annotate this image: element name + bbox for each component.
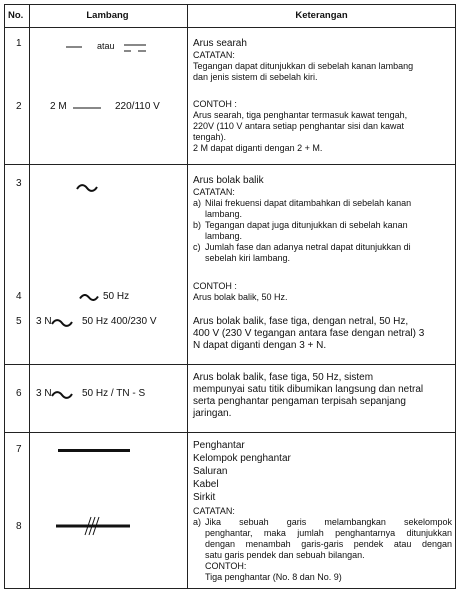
column-divider-no bbox=[29, 5, 30, 588]
row-divider-2 bbox=[5, 364, 455, 365]
row-divider-3 bbox=[5, 432, 455, 433]
row8-line-1: a) Jika sebuah garis melambangkan sekelompok bbox=[193, 517, 452, 527]
row1-note-line-2: dan jenis sistem di sebelah kiri. bbox=[193, 72, 318, 82]
row-number-6: 6 bbox=[16, 388, 22, 399]
ac-tn-s-symbol bbox=[52, 391, 72, 399]
dc-symbol-single bbox=[66, 46, 82, 48]
ac-symbol-50hz bbox=[80, 294, 98, 301]
row1-note-line-1: Tegangan dapat ditunjukkan di sebelah kanan lambang bbox=[193, 61, 414, 71]
ac-three-phase-symbol bbox=[52, 319, 72, 327]
header-lambang: Lambang bbox=[86, 10, 129, 21]
row4-right-label: 50 Hz bbox=[103, 291, 130, 302]
row8-example: Tiga penghantar (No. 8 dan No. 9) bbox=[205, 572, 342, 582]
row6-left-label: 3 N bbox=[36, 388, 52, 399]
row8-catatan: CATATAN: bbox=[193, 506, 235, 516]
row8-note bbox=[193, 517, 452, 583]
row8-contoh: CONTOH: bbox=[205, 561, 247, 571]
row7-term-1: Penghantar bbox=[193, 440, 245, 451]
header-no: No. bbox=[8, 10, 24, 21]
row-number-7: 7 bbox=[16, 444, 22, 455]
row-number-3: 3 bbox=[16, 178, 22, 189]
row6-line-4: jaringan. bbox=[193, 408, 232, 419]
row7-term-4: Kabel bbox=[193, 479, 219, 490]
row2-line-4: 2 M dapat diganti dengan 2 + M. bbox=[193, 143, 323, 153]
row3-title: Arus bolak balik bbox=[193, 175, 264, 186]
dc-three-wire-symbol bbox=[73, 106, 101, 110]
row-number-5: 5 bbox=[16, 316, 22, 327]
dc-symbol-dashed bbox=[124, 43, 146, 53]
row8-line-3: dengan menambah garis-garis pendek atau dengan bbox=[205, 539, 452, 549]
row6-right-label: 50 Hz / TN - S bbox=[82, 388, 146, 399]
three-conductor-symbol bbox=[56, 514, 130, 538]
row2-line-3: tengah). bbox=[193, 132, 227, 142]
atau-label: atau bbox=[97, 41, 115, 51]
row8-line-2: penghantar, maka jumlah penghantarnya ditunjukkan bbox=[205, 528, 452, 538]
row2-right-label: 220/110 V bbox=[115, 101, 160, 112]
ac-symbol bbox=[77, 184, 97, 192]
row7-term-5: Sirkit bbox=[193, 492, 216, 503]
row3-note-list bbox=[193, 198, 449, 264]
conductor-line-symbol bbox=[58, 449, 130, 452]
row8-line-4: satu garis pendek dan sebuah bilangan. bbox=[205, 550, 365, 560]
row4-contoh: CONTOH : bbox=[193, 281, 237, 291]
header-keterangan: Keterangan bbox=[295, 10, 348, 21]
row5-line-1: Arus bolak balik, fase tiga, dengan netral, 50 Hz, bbox=[193, 316, 409, 327]
row6-line-3: serta penghantar pengaman terpisah sepanjang bbox=[193, 396, 406, 407]
row2-left-label: 2 M bbox=[50, 101, 67, 112]
row-divider-1 bbox=[5, 164, 455, 165]
row5-line-2: 400 V (230 V tegangan antara fase dengan netral) 3 bbox=[193, 328, 425, 339]
row6-line-1: Arus bolak balik, fase tiga, 50 Hz, sistem bbox=[193, 372, 374, 383]
row-number-4: 4 bbox=[16, 291, 22, 302]
row3-catatan: CATATAN: bbox=[193, 187, 235, 197]
row3-item-a: a) Nilai frekuensi dapat ditambahkan di sebelah kanan bbox=[193, 198, 412, 208]
row7-term-2: Kelompok penghantar bbox=[193, 453, 291, 464]
row2-line-1: Arus searah, tiga penghantar termasuk kawat tengah, bbox=[193, 110, 408, 120]
row3-item-b-cont: lambang. bbox=[205, 231, 243, 241]
row3-item-c: c) Jumlah fase dan adanya netral dapat ditunjukkan di bbox=[193, 242, 411, 252]
row2-contoh: CONTOH : bbox=[193, 99, 237, 109]
row4-line: Arus bolak balik, 50 Hz. bbox=[193, 292, 288, 302]
row3-item-a-cont: lambang. bbox=[205, 209, 243, 219]
row-number-2: 2 bbox=[16, 101, 22, 112]
row7-term-3: Saluran bbox=[193, 466, 228, 477]
row3-item-c-cont: sebelah kiri lambang. bbox=[205, 253, 291, 263]
row-number-1: 1 bbox=[16, 38, 22, 49]
row2-line-2: 220V (110 V antara setiap penghantar sisi dan kawat bbox=[193, 121, 404, 131]
row1-title: Arus searah bbox=[193, 38, 247, 49]
row1-catatan: CATATAN: bbox=[193, 50, 235, 60]
row6-line-2: mempunyai satu titik dibumikan langsung dan netral bbox=[193, 384, 424, 395]
header-divider bbox=[5, 27, 455, 28]
row5-left-label: 3 N bbox=[36, 316, 52, 327]
row-number-8: 8 bbox=[16, 521, 22, 532]
row3-item-b: b) Tegangan dapat juga ditunjukkan di sebelah kanan bbox=[193, 220, 408, 230]
row5-line-3: N dapat diganti dengan 3 + N. bbox=[193, 340, 327, 351]
column-divider-lambang bbox=[187, 5, 188, 588]
row5-right-label: 50 Hz 400/230 V bbox=[82, 316, 157, 327]
